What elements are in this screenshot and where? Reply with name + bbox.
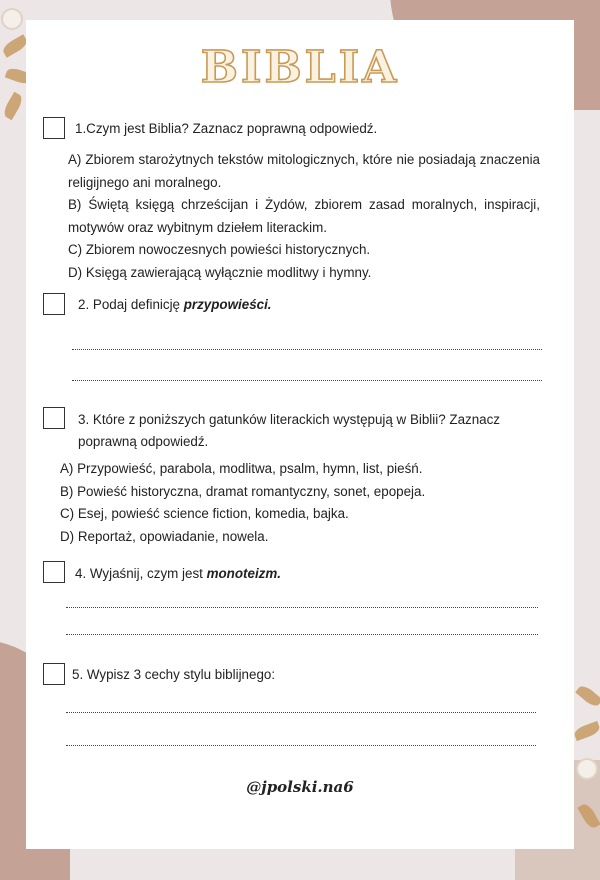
option-text: C) Zbiorem nowoczesnych powieści historycznych.	[68, 242, 371, 258]
question-3-text: 3. Które z poniższych gatunków literackich występują w Biblii? Zaznacz poprawną odpowiedź.	[78, 412, 500, 449]
answer-line[interactable]	[72, 349, 542, 350]
option-text: A) Zbiorem starożytnych tekstów mitologicznych, które nie posiadają znaczenia religijnego ani moralnego.	[68, 152, 540, 190]
question-1-checkbox[interactable]	[43, 117, 65, 139]
question-4-checkbox[interactable]	[43, 561, 65, 583]
question-4-prompt: 4. Wyjaśnij, czym jest	[75, 566, 207, 581]
flower-icon	[578, 760, 596, 778]
question-2-term: przypowieści.	[183, 297, 272, 312]
leaf-icon	[573, 721, 600, 741]
author-handle: @jpolski.na6	[246, 778, 354, 796]
question-3-options	[60, 458, 540, 548]
question-4-text	[75, 563, 281, 585]
question-2-checkbox[interactable]	[43, 293, 65, 315]
answer-line[interactable]	[66, 634, 538, 635]
leaf-icon	[575, 683, 600, 709]
answer-line[interactable]	[66, 607, 538, 608]
question-2-text	[78, 294, 272, 316]
answer-line[interactable]	[66, 745, 536, 746]
option-text: C) Esej, powieść science fiction, komedia, bajka.	[60, 506, 349, 522]
question-1-options	[68, 149, 540, 285]
page-title: BIBLIA	[200, 42, 400, 93]
option-text: A) Przypowieść, parabola, modlitwa, psalm, hymn, list, pieśń.	[60, 461, 423, 476]
option-text: D) Reportaż, opowiadanie, nowela.	[60, 528, 269, 544]
option-text: B) Powieść historyczna, dramat romantyczny, sonet, epopeja.	[60, 483, 426, 499]
answer-line[interactable]	[66, 712, 536, 713]
question-5-checkbox[interactable]	[43, 663, 65, 685]
question-3-checkbox[interactable]	[43, 407, 65, 429]
question-5-text: 5. Wypisz 3 cechy stylu biblijnego:	[72, 667, 276, 682]
option-text: D) Księgą zawierającą wyłącznie modlitwy i hymny.	[68, 264, 372, 280]
leaf-icon	[1, 92, 24, 121]
flower-icon	[3, 10, 21, 28]
question-2-prompt: 2. Podaj definicję	[78, 297, 184, 312]
question-1-text: 1.Czym jest Biblia? Zaznacz poprawną odpowiedź.	[75, 121, 378, 136]
option-text: B) Świętą księgą chrześcijan i Żydów, zbiorem zasad moralnych, inspiracji, motywów oraz wybitnym dziełem literackim.	[68, 197, 540, 235]
answer-line[interactable]	[72, 380, 542, 381]
question-4-term: monoteizm.	[206, 566, 281, 581]
